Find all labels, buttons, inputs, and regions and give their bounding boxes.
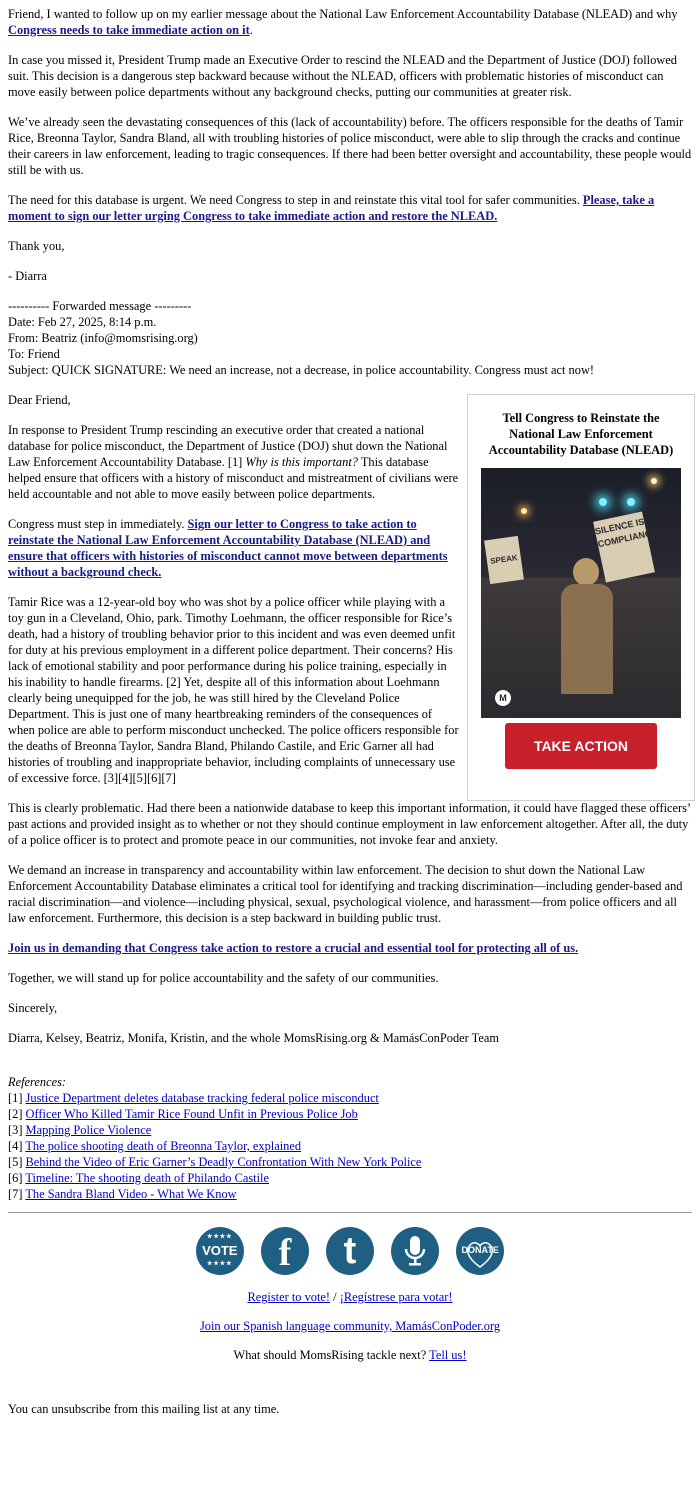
- reference-link-4[interactable]: The police shooting death of Breonna Taylor, explained: [25, 1139, 302, 1153]
- reference-item: [8, 1090, 692, 1106]
- thanks-text: Thank you,: [8, 239, 65, 253]
- greeting: Dear Friend,: [8, 393, 71, 407]
- take-action-sidebar: [467, 394, 695, 801]
- facebook-icon[interactable]: [261, 1227, 309, 1275]
- sign-letter-link-2[interactable]: Sign our letter to Congress to take action to reinstate the National Law Enforcement Accountability Database (NLEAD) and ensure that officers with histories of misconduct cannot move between departments without a background check.: [8, 517, 448, 579]
- signers: Diarra, Kelsey, Beatriz, Monifa, Kristin, and the whole MomsRising.org & MamásConPoder Team: [8, 1031, 500, 1045]
- reference-link-5[interactable]: Behind the Video of Eric Garner’s Deadly Confrontation With New York Police: [25, 1155, 422, 1169]
- intro-paragraph-4: [8, 192, 692, 224]
- tackle-line: [8, 1347, 692, 1363]
- reference-number: [1]: [8, 1091, 26, 1105]
- body-p1-text-end: This database helped ensure that officers with a history of misconduct and mistreatment of civilians were held accountable and not able to move easily between police departments.: [8, 455, 459, 501]
- twitter-icon-glyph: t: [343, 1230, 357, 1272]
- body-paragraph-4: This is clearly problematic. Had there been a nationwide database to keep this important information, it could have flagged these officers’ past actions and provided insight as to whether or not they should continue employment in law enforcement altogether. After all, the duty of a police officer is to protect and promote peace in our communities, not invoke fear and anxiety.: [8, 801, 691, 847]
- body-p1-text: In response to President Trump rescinding an executive order that created a national database for police misconduct, the Department of Justice (DOJ) shut down the National Law Enforcement Accountability Database. [1]: [8, 423, 448, 469]
- forwarded-date: Date: Feb 27, 2025, 8:14 p.m.: [8, 315, 157, 329]
- sidebar-title: Tell Congress to Reinstate the National Law Enforcement Accountability Database (NLEAD): [488, 411, 674, 457]
- tackle-text: What should MomsRising tackle next?: [233, 1348, 430, 1362]
- references: [8, 1074, 692, 1202]
- donate-icon-label: DONATE: [461, 1245, 499, 1255]
- facebook-icon-glyph: f: [278, 1232, 292, 1274]
- reference-link-3[interactable]: Mapping Police Violence: [25, 1123, 152, 1137]
- reference-number: [6]: [8, 1171, 26, 1185]
- body-paragraph-3: Tamir Rice was a 12-year-old boy who was shot by a police officer while playing with a toy gun in a Cleveland, Ohio, park. Timothy Loehmann, the officer responsible for Rice’s death, had a history of troubling behavior prior to this incident and was even deemed unfit for duty at his previous employment in a different police department. Their concerns? His lack of emotional stability and poor performance during his police training, especially in his inability to handle firearms. [2] Yet, despite all of this information about Loehmann clearly being unequipped for the job, he was still hired by the Cleveland Police Department. This is just one of many heartbreaking reminders of the consequences of when police are able to perform misconduct unchecked. The police officers responsible for the deaths of Breonna Taylor, Sandra Bland, Philando Castile, and Eric Garner all had histories of troubling and inappropriate behavior, including complaints of unnecessary use of excessive force. [3][4][5][6][7]: [8, 595, 459, 785]
- body-p1-italic: Why is this important?: [245, 455, 358, 469]
- reference-number: [5]: [8, 1155, 26, 1169]
- microphone-icon-svg: [391, 1227, 439, 1275]
- body-p2-text: Congress must step in immediately.: [8, 517, 188, 531]
- protest-sign-2: SPEAK: [484, 536, 524, 584]
- body-paragraph-2: [8, 516, 460, 580]
- sign-letter-link[interactable]: Please, take a moment to sign our letter urging Congress to take immediate action and restore the NLEAD.: [8, 193, 655, 223]
- protest-sign-1: SILENCE IS COMPLIANCE: [593, 511, 655, 582]
- signature-diarra: - Diarra: [8, 269, 47, 283]
- social-icons: [8, 1227, 692, 1277]
- vote-icon-label: VOTE: [202, 1243, 238, 1258]
- vote-icon[interactable]: ★★★★ VOTE ★★★★: [196, 1227, 244, 1275]
- twitter-icon[interactable]: [326, 1227, 374, 1275]
- reference-item: [8, 1106, 692, 1122]
- congress-action-link[interactable]: Congress needs to take immediate action on it: [8, 23, 250, 37]
- register-vote-link[interactable]: Register to vote!: [247, 1290, 331, 1304]
- momsrising-logo-icon: M: [495, 690, 511, 706]
- intro-p4-text: The need for this database is urgent. We need Congress to step in and reinstate this vital tool for safer communities.: [8, 193, 583, 207]
- separator: /: [330, 1290, 340, 1304]
- reference-link-7[interactable]: The Sandra Bland Video - What We Know: [25, 1187, 237, 1201]
- take-action-button[interactable]: TAKE ACTION: [505, 723, 657, 769]
- reference-item: [8, 1170, 692, 1186]
- microphone-icon[interactable]: [391, 1227, 439, 1275]
- left-column: [8, 392, 460, 786]
- unsubscribe-text: You can unsubscribe from this mailing list at any time.: [8, 1402, 280, 1416]
- reference-item: [8, 1154, 692, 1170]
- reference-item: [8, 1186, 692, 1202]
- forwarded-line: ---------- Forwarded message ---------: [8, 299, 192, 313]
- reference-number: [4]: [8, 1139, 26, 1153]
- reference-number: [7]: [8, 1187, 26, 1201]
- reference-item: [8, 1138, 692, 1154]
- reference-link-6[interactable]: Timeline: The shooting death of Philando Castile: [25, 1171, 269, 1185]
- intro-paragraph-3: We’ve already seen the devastating consequences of this (lack of accountability) before. The officers responsible for the deaths of Tamir Rice, Breonna Taylor, Sandra Bland, all with troubling histories of police misconduct, were able to slip through the cracks and continue their careers in law enforcement, leading to tragic consequences. If there had been better oversight and accountability, these people would still be with us.: [8, 115, 692, 177]
- reference-number: [2]: [8, 1107, 26, 1121]
- footer-divider: [8, 1212, 692, 1213]
- forwarded-from: From: Beatriz (info@momsrising.org): [8, 331, 198, 345]
- tell-us-link[interactable]: Tell us!: [429, 1348, 467, 1362]
- intro-period: .: [249, 23, 253, 37]
- spanish-community-link[interactable]: Join our Spanish language community, MamásConPoder.org: [199, 1319, 501, 1333]
- spanish-community-line: [8, 1318, 692, 1334]
- intro-text: Friend, I wanted to follow up on my earlier message about the National Law Enforcement Accountability Database (NLEAD) and why: [8, 7, 678, 21]
- reference-link-2[interactable]: Officer Who Killed Tamir Rice Found Unfit in Previous Police Job: [25, 1107, 358, 1121]
- register-line: [8, 1289, 692, 1305]
- body-paragraph-5: We demand an increase in transparency and accountability within law enforcement. The decision to shut down the National Law Enforcement Accountability Database eliminates a critical tool for identifying and tracking discrimination—including gender-based and racial discrimination—and violence—including physical, sexual, psychological violence, and harassment—from police officers and all law enforcement. Furthermore, this decision is a step backward in building public trust.: [8, 863, 683, 925]
- protest-photo[interactable]: [481, 468, 681, 718]
- main-section: [8, 392, 692, 786]
- join-demand-link[interactable]: Join us in demanding that Congress take action to restore a crucial and essential tool for protecting all of us.: [8, 941, 579, 955]
- intro-paragraph-1: [8, 6, 692, 38]
- references-label: References:: [8, 1075, 67, 1089]
- body-paragraph-6: [8, 940, 692, 956]
- reference-item: [8, 1122, 692, 1138]
- intro-paragraph-2: In case you missed it, President Trump made an Executive Order to rescind the NLEAD and the Department of Justice (DOJ) followed suit. This decision is a dangerous step backward because without the NLEAD, officers with problematic histories of misconduct can move easily between police departments without any background checks, putting our communities at greater risk.: [8, 53, 677, 99]
- reference-number: [3]: [8, 1123, 26, 1137]
- donate-icon[interactable]: [456, 1227, 504, 1275]
- register-vote-es-link[interactable]: ¡Regístrese para votar!: [339, 1290, 453, 1304]
- forwarded-to: To: Friend: [8, 347, 60, 361]
- forwarded-header: [8, 298, 692, 378]
- forwarded-subject: Subject: QUICK SIGNATURE: We need an increase, not a decrease, in police accountability. Congress must act now!: [8, 363, 595, 377]
- closing: Sincerely,: [8, 1001, 58, 1015]
- after-section: [8, 800, 692, 1046]
- reference-link-1[interactable]: Justice Department deletes database tracking federal police misconduct: [25, 1091, 379, 1105]
- body-paragraph-1: [8, 422, 460, 502]
- body-paragraph-7: Together, we will stand up for police accountability and the safety of our communities.: [8, 971, 439, 985]
